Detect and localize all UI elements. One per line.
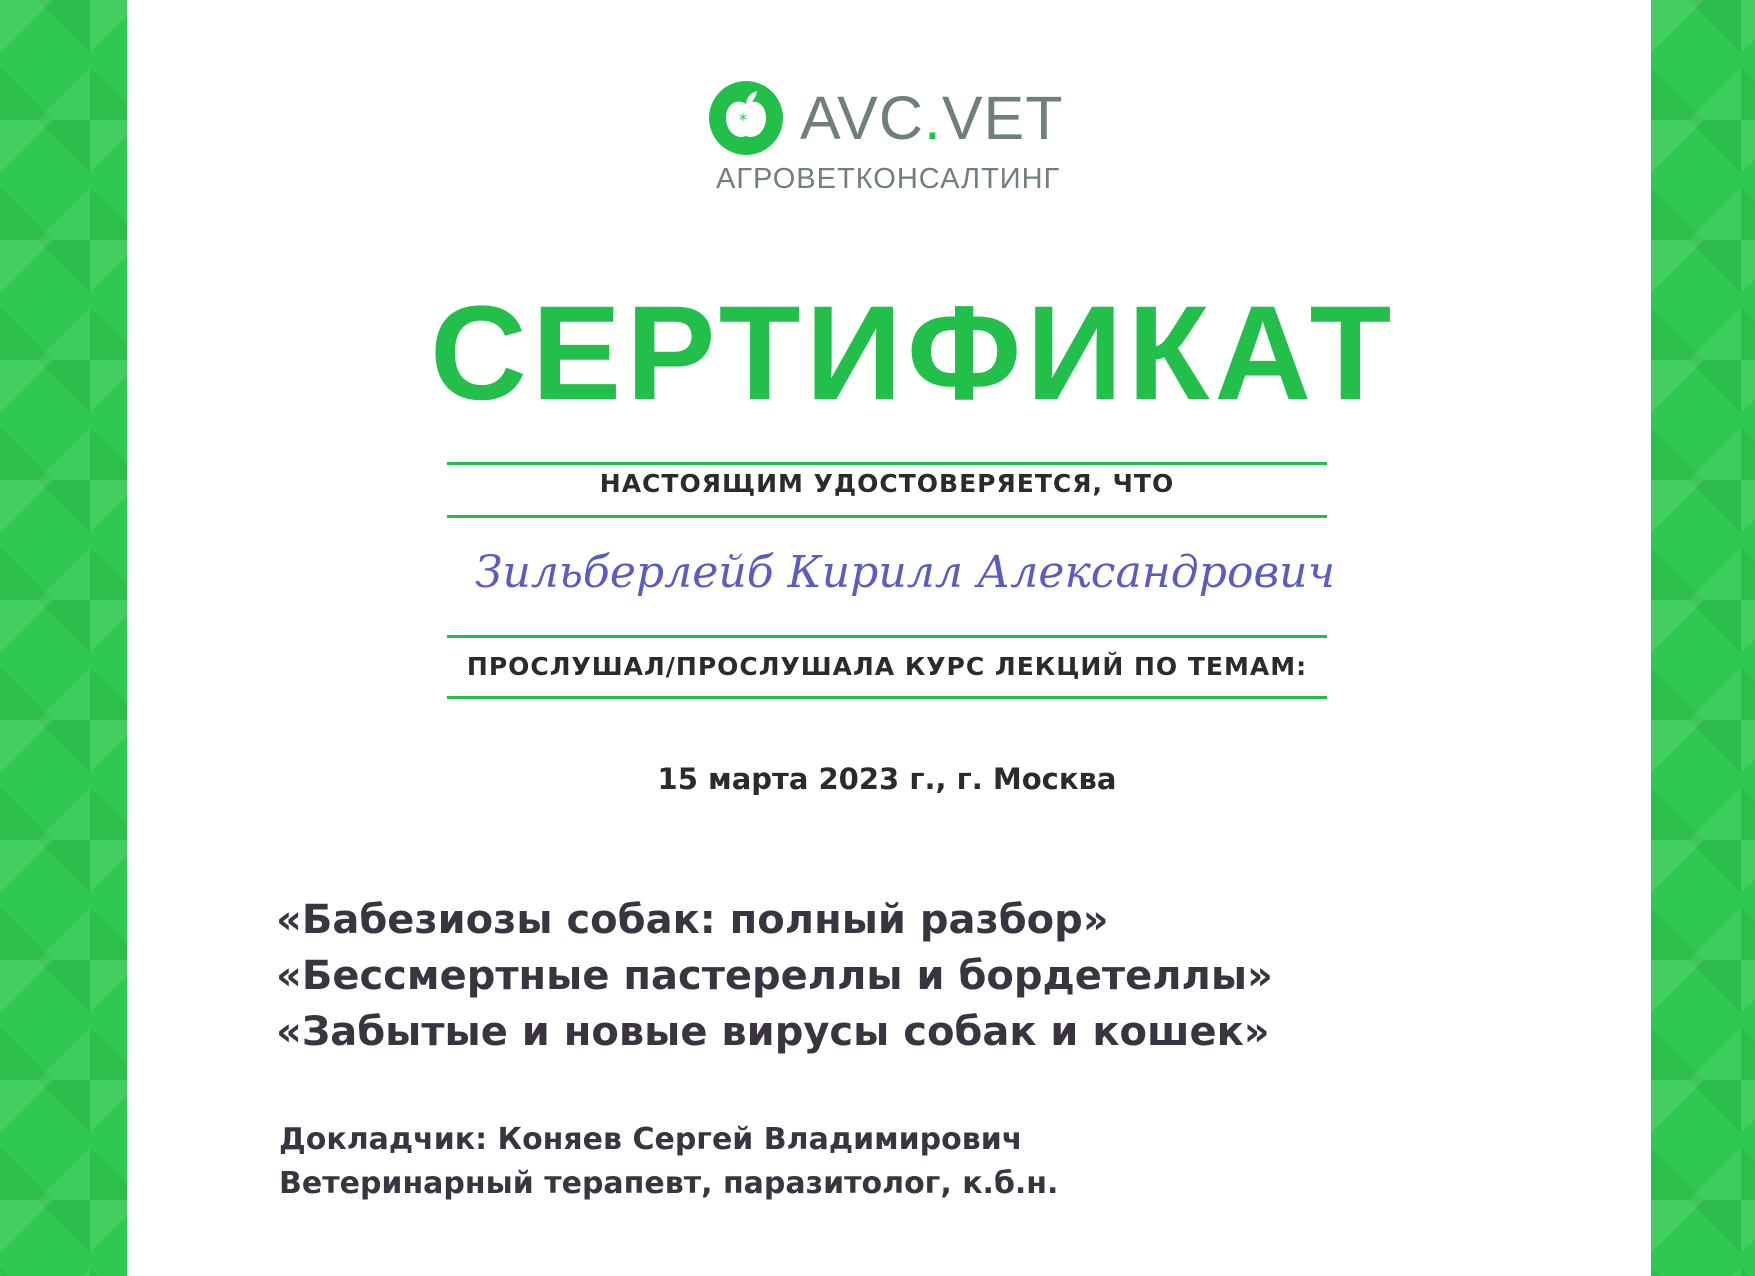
certify-text: НАСТОЯЩИМ УДОСТОВЕРЯЕТСЯ, ЧТО — [599, 469, 1175, 498]
divider-line — [447, 635, 1327, 638]
logo-subtitle: АГРОВЕТКОНСАЛТИНГ — [716, 163, 1061, 195]
decorative-border-right — [1651, 0, 1755, 1276]
apple-leaf-icon — [708, 80, 784, 156]
divider-line — [447, 462, 1327, 465]
topic-item: «Забытые и новые вирусы собак и кошек» — [276, 1009, 1270, 1055]
divider-line — [447, 696, 1327, 699]
speaker-info — [279, 1118, 1579, 1206]
speaker-title: Ветеринарный терапевт, паразитолог, к.б.н. — [279, 1166, 1059, 1201]
divider-line — [447, 515, 1327, 518]
recipient-signature — [465, 525, 1345, 615]
decorative-border-left — [0, 0, 127, 1276]
certificate-title: СЕРТИФИКАТ — [430, 279, 1397, 428]
svg-text:*: * — [739, 110, 747, 129]
date-place: 15 марта 2023 г., г. Москва — [657, 762, 1117, 796]
company-logo — [708, 80, 1064, 156]
logo-wordmark: AVC.VET — [800, 83, 1064, 152]
topics-list — [276, 892, 1576, 1060]
topic-item: «Бессмертные пастереллы и бордетеллы» — [276, 953, 1273, 999]
course-text: ПРОСЛУШАЛ/ПРОСЛУШАЛА КУРС ЛЕКЦИЙ ПО ТЕМАМ: — [466, 652, 1308, 681]
topic-item: «Бабезиозы собак: полный разбор» — [276, 897, 1109, 943]
speaker-name: Докладчик: Коняев Сергей Владимирович — [279, 1122, 1023, 1157]
recipient-name: Зильберлейб Кирилл Александрович — [475, 547, 1335, 598]
